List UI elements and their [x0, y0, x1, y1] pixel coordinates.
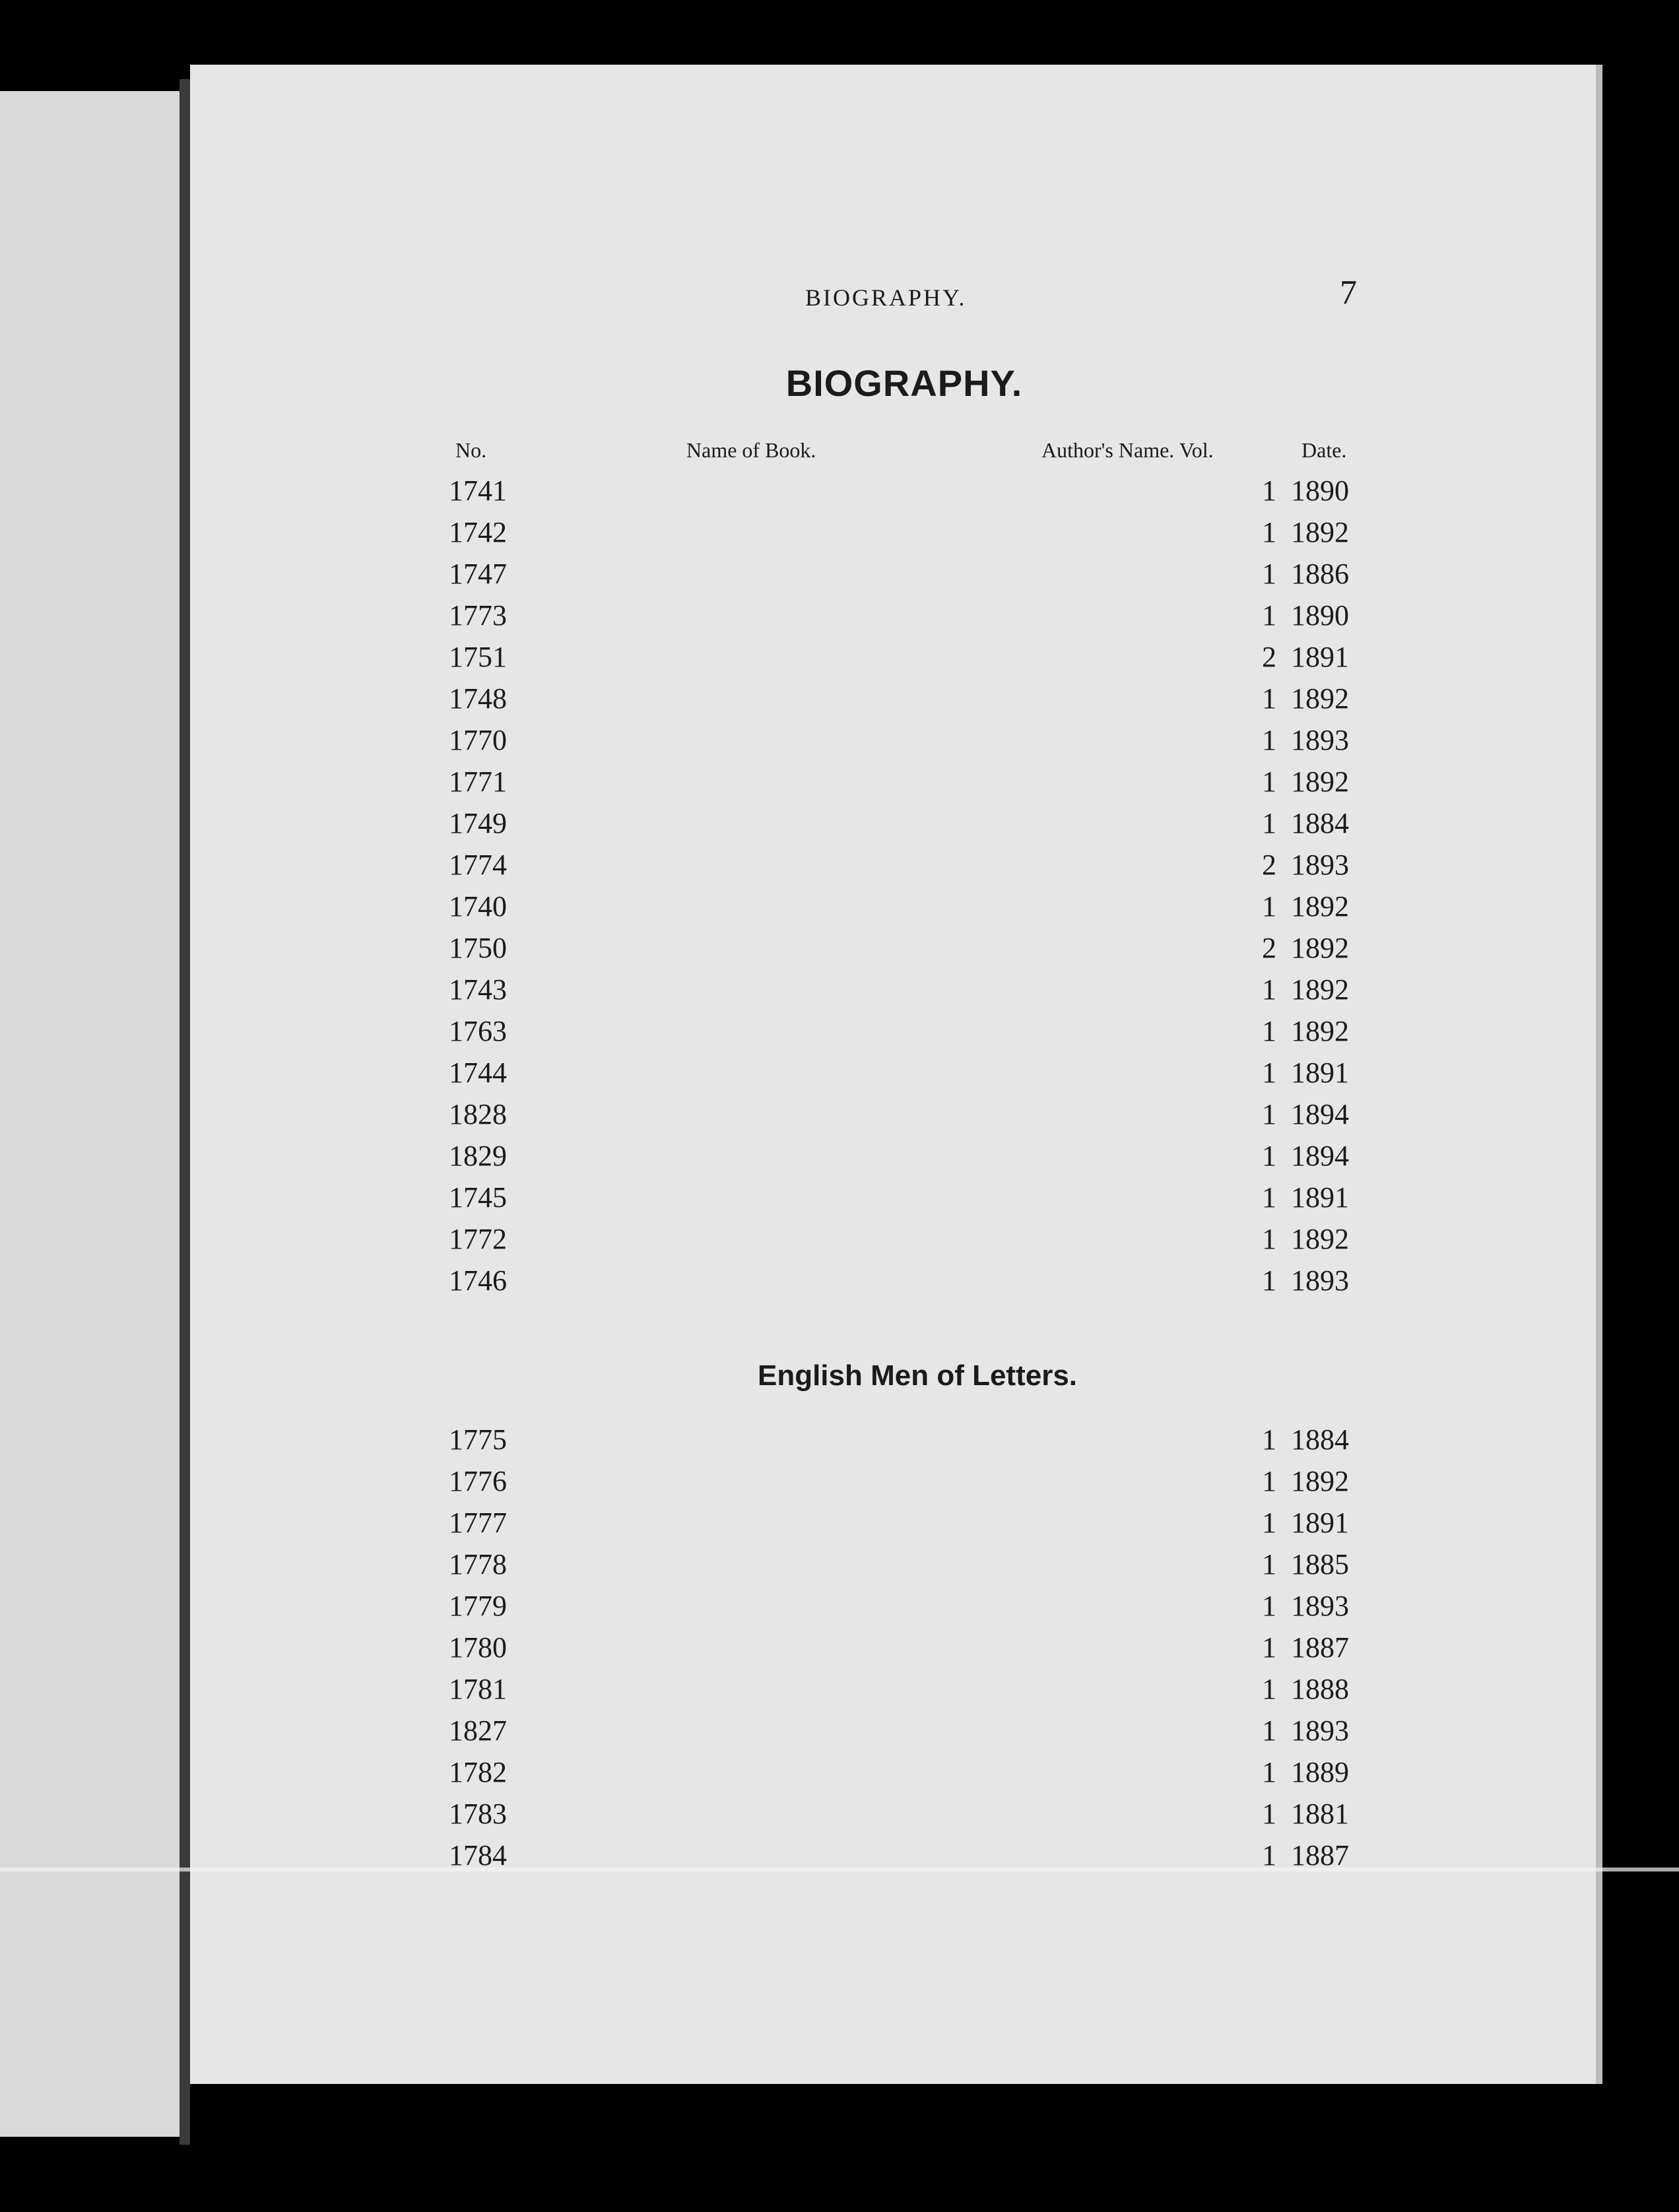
- entry-number: 1773: [449, 599, 507, 632]
- publication-date: 1892: [1291, 516, 1349, 548]
- publication-date: 1891: [1291, 1181, 1349, 1214]
- entry-number: 1744: [449, 1057, 507, 1089]
- publication-date: 1886: [1291, 558, 1349, 590]
- volume-count: 2: [1262, 932, 1276, 964]
- catalog-entry: [449, 719, 1373, 761]
- catalog-entry: [449, 761, 1373, 802]
- entry-number: 1781: [449, 1673, 507, 1705]
- catalog-entry: [449, 844, 1373, 886]
- entry-number: 1763: [449, 1015, 507, 1047]
- entry-number: 1740: [449, 890, 507, 923]
- publication-date: 1893: [1291, 1264, 1349, 1297]
- volume-count: 1: [1262, 890, 1276, 923]
- catalog-entry: [449, 1793, 1373, 1835]
- catalog-entry: [449, 636, 1373, 678]
- catalog-entry: [449, 1668, 1373, 1710]
- facing-page: [0, 91, 180, 2137]
- publication-date: 1892: [1291, 1015, 1349, 1047]
- entry-number: 1747: [449, 558, 507, 590]
- header-book: Name of Book.: [686, 438, 816, 462]
- publication-date: 1887: [1291, 1839, 1349, 1871]
- catalog-entry: [449, 678, 1373, 719]
- header-author-vol: Author's Name. Vol.: [1041, 438, 1214, 462]
- publication-date: 1881: [1291, 1798, 1349, 1830]
- running-head: BIOGRAPHY.: [805, 284, 967, 311]
- volume-count: 1: [1262, 1548, 1276, 1580]
- entry-number: 1741: [449, 474, 507, 507]
- men-of-letters-list: [449, 1419, 1373, 1876]
- volume-count: 1: [1262, 1057, 1276, 1089]
- volume-count: 1: [1262, 599, 1276, 632]
- volume-count: 1: [1262, 474, 1276, 507]
- entry-number: 1750: [449, 932, 507, 964]
- publication-date: 1889: [1291, 1756, 1349, 1788]
- publication-date: 1892: [1291, 890, 1349, 923]
- volume-count: 1: [1262, 1839, 1276, 1871]
- catalog-entry: [449, 1502, 1373, 1544]
- volume-count: 1: [1262, 1015, 1276, 1047]
- entry-number: 1829: [449, 1140, 507, 1172]
- entry-number: 1779: [449, 1590, 507, 1622]
- volume-count: 1: [1262, 1465, 1276, 1497]
- entry-number: 1746: [449, 1264, 507, 1297]
- publication-date: 1890: [1291, 599, 1349, 632]
- volume-count: 1: [1262, 1631, 1276, 1664]
- volume-count: 1: [1262, 682, 1276, 715]
- publication-date: 1893: [1291, 849, 1349, 881]
- entry-number: 1828: [449, 1098, 507, 1130]
- entry-number: 1784: [449, 1839, 507, 1871]
- entry-number: 1778: [449, 1548, 507, 1580]
- publication-date: 1893: [1291, 1590, 1349, 1622]
- entry-number: 1770: [449, 724, 507, 756]
- section-title-men-of-letters: English Men of Letters.: [757, 1359, 1078, 1392]
- catalog-entry: [449, 927, 1373, 969]
- entry-number: 1774: [449, 849, 507, 881]
- entry-number: 1751: [449, 641, 507, 673]
- biography-list: [449, 470, 1373, 1301]
- publication-date: 1892: [1291, 932, 1349, 964]
- section-title-biography: BIOGRAPHY.: [785, 362, 1023, 404]
- entry-number: 1748: [449, 682, 507, 715]
- catalog-entry: [449, 553, 1373, 595]
- publication-date: 1884: [1291, 807, 1349, 839]
- entry-number: 1780: [449, 1631, 507, 1664]
- publication-date: 1894: [1291, 1098, 1349, 1130]
- publication-date: 1892: [1291, 1223, 1349, 1255]
- publication-date: 1892: [1291, 765, 1349, 798]
- publication-date: 1891: [1291, 641, 1349, 673]
- entry-number: 1827: [449, 1714, 507, 1747]
- book-gutter: [180, 79, 190, 2145]
- volume-count: 1: [1262, 807, 1276, 839]
- volume-count: 1: [1262, 1098, 1276, 1130]
- publication-date: 1885: [1291, 1548, 1349, 1580]
- volume-count: 1: [1262, 1507, 1276, 1539]
- catalog-entry: [449, 1052, 1373, 1093]
- catalog-entry: [449, 1093, 1373, 1135]
- volume-count: 1: [1262, 765, 1276, 798]
- catalog-entry: [449, 595, 1373, 636]
- catalog-entry: [449, 1135, 1373, 1177]
- publication-date: 1893: [1291, 724, 1349, 756]
- publication-date: 1891: [1291, 1507, 1349, 1539]
- entry-number: 1745: [449, 1181, 507, 1214]
- catalog-entry: [449, 470, 1373, 511]
- catalog-entry: [449, 1419, 1373, 1460]
- volume-count: 1: [1262, 1590, 1276, 1622]
- page-number: 7: [1340, 274, 1357, 311]
- catalog-entry: [449, 1751, 1373, 1793]
- catalog-entry: [449, 1260, 1373, 1301]
- catalog-entry: [449, 1460, 1373, 1502]
- volume-count: 2: [1262, 849, 1276, 881]
- catalog-entry: [449, 969, 1373, 1010]
- volume-count: 1: [1262, 558, 1276, 590]
- volume-count: 1: [1262, 1673, 1276, 1705]
- entry-number: 1772: [449, 1223, 507, 1255]
- volume-count: 1: [1262, 1714, 1276, 1747]
- catalog-entry: [449, 1544, 1373, 1585]
- catalog-entry: [449, 1835, 1373, 1876]
- publication-date: 1893: [1291, 1714, 1349, 1747]
- catalog-entry: [449, 1218, 1373, 1260]
- catalog-entry: [449, 1177, 1373, 1218]
- catalog-entry: [449, 511, 1373, 553]
- volume-count: 1: [1262, 1423, 1276, 1456]
- volume-count: 1: [1262, 1756, 1276, 1788]
- publication-date: 1890: [1291, 474, 1349, 507]
- volume-count: 2: [1262, 641, 1276, 673]
- catalog-entry: [449, 802, 1373, 844]
- header-no: No.: [455, 438, 487, 462]
- publication-date: 1884: [1291, 1423, 1349, 1456]
- entry-number: 1743: [449, 973, 507, 1006]
- volume-count: 1: [1262, 1140, 1276, 1172]
- publication-date: 1892: [1291, 682, 1349, 715]
- volume-count: 1: [1262, 973, 1276, 1006]
- publication-date: 1892: [1291, 973, 1349, 1006]
- entry-number: 1775: [449, 1423, 507, 1456]
- entry-number: 1742: [449, 516, 507, 548]
- catalog-entry: [449, 1627, 1373, 1668]
- catalog-entry: [449, 886, 1373, 927]
- catalog-entry: [449, 1710, 1373, 1751]
- header-date: Date.: [1301, 438, 1347, 462]
- entry-number: 1777: [449, 1507, 507, 1539]
- volume-count: 1: [1262, 1181, 1276, 1214]
- entry-number: 1776: [449, 1465, 507, 1497]
- publication-date: 1894: [1291, 1140, 1349, 1172]
- catalog-entry: [449, 1010, 1373, 1052]
- publication-date: 1892: [1291, 1465, 1349, 1497]
- publication-date: 1888: [1291, 1673, 1349, 1705]
- volume-count: 1: [1262, 724, 1276, 756]
- volume-count: 1: [1262, 1223, 1276, 1255]
- entry-number: 1782: [449, 1756, 507, 1788]
- catalog-entry: [449, 1585, 1373, 1627]
- volume-count: 1: [1262, 1264, 1276, 1297]
- volume-count: 1: [1262, 1798, 1276, 1830]
- entry-number: 1749: [449, 807, 507, 839]
- entry-number: 1783: [449, 1798, 507, 1830]
- publication-date: 1887: [1291, 1631, 1349, 1664]
- publication-date: 1891: [1291, 1057, 1349, 1089]
- entry-number: 1771: [449, 765, 507, 798]
- volume-count: 1: [1262, 516, 1276, 548]
